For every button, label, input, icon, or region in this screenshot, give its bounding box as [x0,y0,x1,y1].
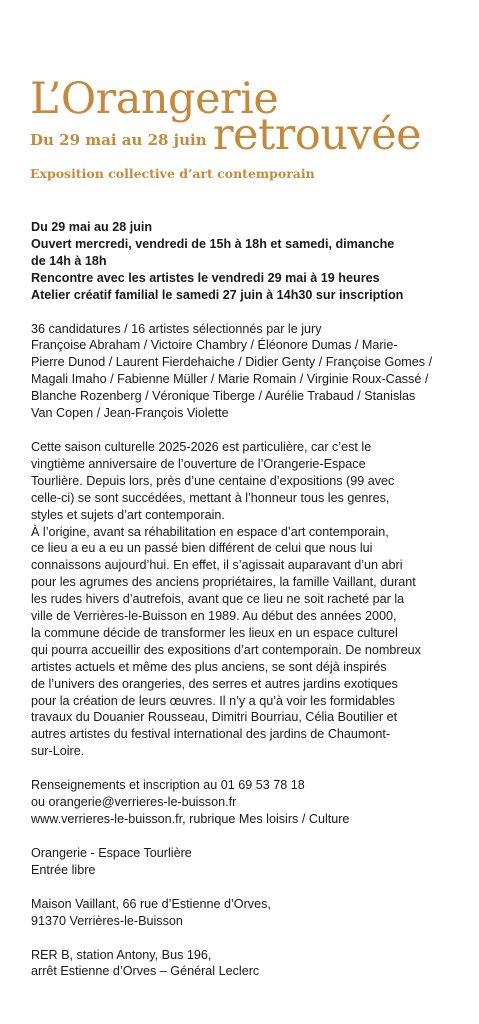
artists-line: Françoise Abraham / Victoire Chambry / Éléonore Dumas / Marie- [31,338,398,353]
description-line: pour les agrumes des anciens propriétaires, la famille Vaillant, durant [31,575,416,590]
description-line: ce lieu a eu a eu un passé bien différent de celui que nous lui [31,541,373,556]
title-block [30,74,470,188]
description-line: Tourlière. Depuis lors, près d’une centaine d’expositions (99 avec [31,473,395,488]
description-line: les rudes hivers d’autrefois, avant que ce lieu ne soit racheté par la [31,592,405,607]
venue-name: Orangerie - Espace Tourlière [31,845,192,860]
title-line-1: L’Orangerie [30,74,279,124]
address-block [31,896,456,930]
description-line: ville de Verrières-le-Buisson en 1989. Au début des années 2000, [31,609,397,624]
artists-line: Pierre Dunod / Laurent Fierdehaiche / Didier Genty / Françoise Gomes / [31,355,433,370]
description-block [31,439,456,760]
transport-line: RER B, station Antony, Bus 196, [31,947,212,962]
address-line: Maison Vaillant, 66 rue d’Estienne d’Orves, [31,896,271,911]
address-line: 91370 Verrières-le-Buisson [31,913,183,928]
schedule-line: Rencontre avec les artistes le vendredi 29 mai à 19 heures [31,270,380,285]
transport-block [31,947,456,981]
description-line: sur-Loire. [31,744,85,759]
artists-line: Van Copen / Jean-François Violette [31,406,229,421]
description-line: qui pourra accueillir des expositions d’art contemporain. De nombreux [31,642,421,657]
description-line: styles et sujets d’art contemporain. [31,507,225,522]
content [31,219,456,980]
artists-line: Magali Imaho / Fabienne Müller / Marie Romain / Virginie Roux-Cassé / [31,372,429,387]
description-line: de l’univers des orangeries, des serres et autres jardins exotiques [31,676,398,691]
description-line: autres artistes du festival international des jardins de Chaumont- [31,727,391,742]
venue-entry: Entrée libre [31,862,96,877]
description-line: travaux du Douanier Rousseau, Dimitri Bourriau, Célia Boutilier et [31,710,398,725]
description-line: À l’origine, avant sa réhabilitation en espace d’art contemporain, [31,524,389,539]
artists-line: 36 candidatures / 16 artistes sélectionnés par le jury [31,321,322,336]
schedule-line: Du 29 mai au 28 juin [31,220,153,234]
schedule-line: Ouvert mercredi, vendredi de 15h à 18h et samedi, dimanche [31,236,395,251]
contact-website[interactable]: www.verrieres-le-buisson.fr, rubrique Mes loisirs / Culture [31,812,350,826]
description-line: pour la création de leurs œuvres. Il n’y a qu’à voir les formidables [31,693,395,708]
venue-block [31,845,456,879]
artists-block [31,321,456,422]
schedule-line: de 14h à 18h [31,253,107,268]
description-line: artistes actuels et même des plus anciens, se sont déjà inspirés [31,659,387,674]
exhibition-dates: Du 29 mai au 28 juin [30,131,207,149]
description-line: celle-ci) se sont succédées, mettant à l’honneur tous les genres, [31,490,390,505]
transport-line: arrêt Estienne d’Orves – Général Leclerc [31,964,260,979]
description-line: Cette saison culturelle 2025-2026 est particulière, car c’est le [31,439,372,454]
description-line: connaissons aujourd’hui. En effet, il s’agissait auparavant d’un abri [31,558,403,573]
contact-phone: Renseignements et inscription au 01 69 53 78 18 [31,778,305,793]
title-line-2: retrouvée [213,110,422,160]
description-line: la commune décide de transformer les lieux en un espace culturel [31,625,398,640]
description-line: vingtième anniversaire de l’ouverture de l’Orangerie-Espace [31,456,366,471]
contact-email[interactable]: ou orangerie@verrieres-le-buisson.fr [31,795,237,810]
schedule-line: Atelier créatif familial le samedi 27 juin à 14h30 sur inscription [31,287,404,302]
contact-block [31,777,456,828]
artists-line: Blanche Rozenberg / Véronique Tiberge / Aurélie Trabaud / Stanislas [31,389,416,404]
schedule-block [31,219,456,304]
exhibition-subtitle: Exposition collective d’art contemporain [30,166,315,181]
